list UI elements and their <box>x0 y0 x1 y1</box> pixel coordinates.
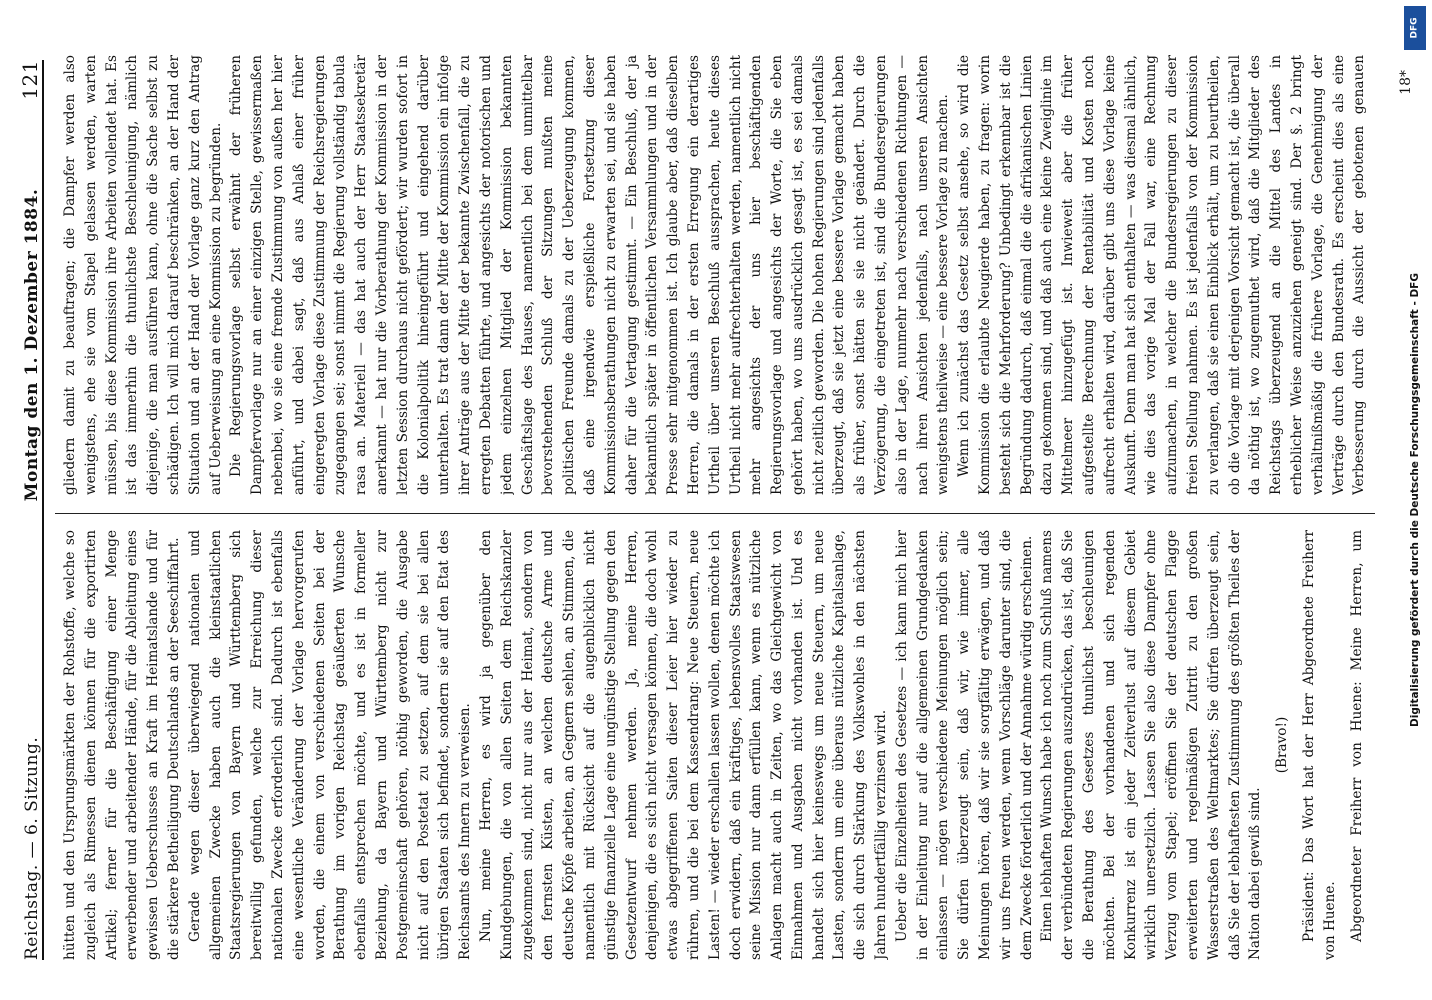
paragraph: Die Regierungsvorlage selbst erwähnt der früheren Dampfervorlage nur an einer einzigen Stelle, gewissermaßen nebenbei, wo sie eine fremde Zustimmung von außen her hier anführt, und dabei sagt, daß aus Anlaß einer früher eingeregten Vorlage diese Zustimmung der Reichsregierungen zugegangen sei; sonst nimmt die Regierung vollständig tabula rasa an. Materiell — das hat auch der Herr Staatssekretär anerkannt — hat nur die Vorberathung der Kommission in der letzten Session durchaus nicht gefördert; wir wurden sofort in die Kolonialpolitik hineingeführt und eingehend darüber unterhalten. Es trat dann der Mitte der Kommission ein infolge ihrer Anträge aus der Mitte der bekannte Zwischenfall, die zu erregten Debatten führte, und angesichts der notorischen und jedem einzelnen Mitglied der Kommission bekannten Geschäftslage des Hauses, namentlich bei dem unmittelbar bevorstehenden Schluß der Sitzungen mußten meine politischen Freunde damals zu der Ueberzeugung kommen, daß eine irgendwie erspießliche Fortsetzung dieser Kommissionsberathungen nicht zu erwarten sei, und sie haben daher für die Vertagung gestimmt. — Ein Beschluß, der ja bekanntlich später in öffentlichen Versammlungen und in der Presse sehr mitgenommen ist. Ich glaube aber, daß dieselben Herren, die damals in der ersten Erregung ein derartiges Urtheil über unseren Beschluß aussprachen, heute dieses Urtheil nicht mehr aufrechterhalten werden, namentlich nicht mehr angesichts der uns hier beschäftigenden Regierungsvorlage und angesichts der Worte, die Sie eben gehört haben, wo uns ausdrücklich gesagt ist, es sei damals nicht zeitlich geworden. Die hohen Regierungen sind jedenfalls überzeugt, daß sie jetzt eine bessere Vorlage gemacht haben als früher, sonst hätten sie sie nicht geändert. Durch die Verzögerung, die eingetreten ist, sind die Bundesregierungen also in der Lage, nunmehr nach verschiedenen Richtungen — nach ihren Ansichten jedenfalls, nach unseren Ansichten wenigstens theilweise — eine bessere Vorlage zu machen. <box>228 55 952 495</box>
paragraph: Wenn ich zunächst das Gesetz selbst ansehe, so wird die Kommission die erlaubte Neugierde haben, zu fragen: worin besteht sich die Mehrforderung? Unbedingt erkennbar ist die Begründung dadurch, daß einmal die die afrikanischen Linien dazu gekommen sind, und daß auch eine kleine Zweiglinie im Mittelmeer hinzugefügt ist. Inwieweit aber die früher aufgestellte Berechnung der Rentabilität und Kosten noch aufrecht erhalten wird, darüber gibt uns diese Vorlage keine Auskunft. Denn man hat sich enthalten — was diesmal ähnlich, wie dies das vorige Mal der Fall war, eine Rechnung aufzumachen, in welcher die Bundesregierungen zu dieser freien Stellung nahmen. Es ist jedenfalls von der Kommission zu verlangen, daß sie einen Einblick erhält, um zu beurtheilen, ob die Vorlage mit derjenigen Vorsicht gemacht ist, die überall da nöthig ist, wo zugemuthet wird, daß die Mitglieder des Reichstags überzeugend an die Mittel des Landes in erheblicher Weise anzuziehen geneigt sind. Der §. 2 bringt verhältnißmäßig die frühere Vorlage, die Genehmigung der Verträge durch den Bundesrath. Es erscheint dies als eine Verbesserung durch die Aussicht der gebotenen genauen <box>956 55 1368 495</box>
speaker-paragraph: Abgeordneter Freiherr von Huene: Meine Herren, um <box>1348 530 1365 942</box>
paragraph: hütten und den Ursprungsmärkten der Rohstoffe, welche so zugleich als Rimessen dienen können für die exportirten Artikel; ferner für die Beschäftigung einer Menge erwerbender und arbeitender Hände, für die Ableitung eines gewissen Ueberschusses an Kraft im Heimatslande und für die stärkere Betheiligung Deutschlands an der Seeschiffahrt. <box>62 530 182 960</box>
digitization-sidebar <box>1400 0 1430 1000</box>
dfg-logo-text: DFG <box>1409 17 1420 39</box>
header-session: Reichstag. — 6. Sitzung. <box>22 736 42 960</box>
header-date: Montag den 1. Dezember 1884. <box>22 188 42 502</box>
page-number: 121 <box>18 60 42 100</box>
digitization-note: Digitalisierung gefördert durch die Deutsche Forschungsgemeinschaft - DFG <box>1409 273 1421 727</box>
paragraph: Ueber die Einzelheiten des Gesetzes — ich kann mich hier in der Einleitung nur auf die allgemeinen Grundgedanken einlassen — mögen verschiedene Meinungen möglich sein; Sie dürfen überzeugt sein, daß wir, wie immer, alle Meinungen hören, daß wir sie sorgfältig erwägen, und daß wir uns freuen werden, wenn Vorschläge darunter sind, die dem Zwecke förderlich und der Annahme würdig erscheinen. <box>893 530 1035 960</box>
page-header <box>8 60 44 960</box>
paragraph: gliedern damit zu beauftragen; die Dampfer werden also wenigstens, ehe sie vom Stapel gelassen werden, warten müssen, bis diese Kommission ihre Arbeiten vollendet hat. Es ist das immerhin die thunlichste Beschleunigung, nämlich diejenige, die man ausführen kann, ohne die Sache selbst zu schädigen. Ich will mich darauf beschränken, an der Hand der Situation und an der Hand der Vorlage ganz kurz den Antrag auf Ueberweisung an eine Kommission zu begründen. <box>62 55 224 495</box>
applause-note: (Bravo!) <box>1274 716 1291 774</box>
paragraph: Nun, meine Herren, es wird ja gegenüber den Kundgebungen, die von allen Seiten dem Reichskanzler zugekommen sind, nicht nur aus der Heimat, sondern von den fernsten Küsten, an welchen deutsche Arme und deutsche Köpfe arbeiten, an Gegnern sehlen, an Stimmen, die namentlich mit Rücksicht auf die augenblicklich nicht günstige finanzielle Lage eine ungünstige Stellung gegen den Gesetzentwurf nehmen werden. Ja, meine Herren, denjenigen, die es sich nicht versagen können, die doch wohl etwas abgegriffenen Saiten dieser Leier hier wieder zu rühren, und die bei dem Kassendrang: Neue Steuern, neue Lasten! — wieder erschallen lassen wollen, denen möchte ich doch erwidern, daß ein kräftiges, lebensvolles Staatswesen seine Mission nur dann erfüllen kann, wenn es nützliche Anlagen macht auch in Zeiten, wo das Gleichgewicht von Einnahmen und Ausgaben nicht vorhanden ist. Und es handelt sich hier keineswegs um neue Steuern, um neue Lasten, sondern um eine überaus nützliche Kapitalsanlage, die sich durch Stärkung des Volkswohles in den nächsten Jahren hundertfällig verzinsen wird. <box>477 530 890 960</box>
column-divider <box>55 513 1375 514</box>
right-column <box>60 55 1370 495</box>
left-column <box>60 530 1370 960</box>
paragraph: Einen lebhaften Wunsch habe ich noch zum Schluß namens der verbündeten Regierungen auszudrücken, das ist, daß Sie die Berathung des Gesetzes thunlichst beschleunigen möchten. Bei der vorhandenen und sich regenden Konkurrenz ist ein jeder Zeitverlust auf diesem Gebiet wirklich unersetzlich. Lassen Sie also diese Dampfer ohne Verzug vom Stapel; eröffnen Sie der deutschen Flagge erweiterten und regelmäßigen Zutritt zu den großen Wasserstraßen des Weltmarktes; Sie dürfen überzeugt sein, daß Sie der lebhaftesten Zustimmung des größten Theiles der Nation dabei gewiß sind. <box>1039 530 1264 960</box>
paragraph: Gerade wegen dieser überwiegend nationalen und allgemeinen Zwecke haben auch die kleinstaatlichen Staatsregierungen von Bayern und Württemberg sich bereitwillig gefunden, welche zur Erreichung dieser nationalen Zwecke erforderlich sind. Dadurch ist ebenfalls eine wesentliche Veränderung der Vorlage hervorgerufen worden, die einem von verschiedenen Seiten bei der Berathung im vorigen Reichstag geäußerten Wunsche ebenfalls entsprechen möchte, und es ist in formeller Beziehung, da Bayern und Württemberg nicht zur Postgemeinschaft gehören, nöthig geworden, die Ausgabe nicht auf den Postetat zu setzen, auf dem sie bei allen übrigen Staaten sich befindet, sondern sie auf den Etat des Reichsamts des Innern zu verweisen. <box>186 530 474 960</box>
speaker-paragraph: Präsident: Das Wort hat der Herr Abgeordnete Freiherr von Huene. <box>1301 530 1338 960</box>
dfg-logo <box>1404 6 1426 50</box>
signature-mark: 18* <box>1398 70 1414 95</box>
